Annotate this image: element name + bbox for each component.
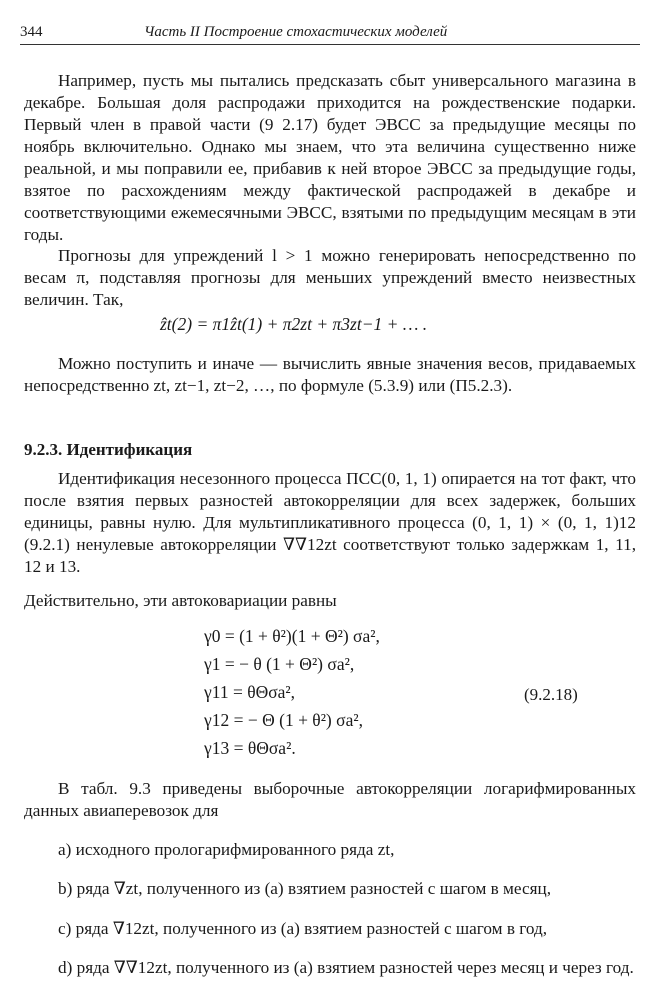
list-item: a) исходного прологарифмированного ряда zt, bbox=[58, 840, 395, 860]
running-title: Часть II Построение стохастических моделей bbox=[144, 24, 448, 40]
paragraph-1: Например, пусть мы пытались предсказать сбыт универсального магазина в декабре. Большая доля распродажи приходится на рождественские подарки. Первый член в правой части (9 2.17) будет ЭВСС за предыдущие месяцы по ноябрь включительно. Однако мы знаем, что эта величина существенно ниже реальной, и мы поправили ее, прибавив к ней второе ЭВСС за предыдущие годы, взятое по расхождениям между фактической распродажей в декабре и соответствующими ежемесячными ЭВСС, взятыми по предыдущим месяцам в эти годы. bbox=[24, 71, 636, 244]
paragraph-autocovariances bbox=[24, 590, 636, 612]
paragraph-example bbox=[24, 70, 636, 246]
equation-gamma13: γ13 = θΘσa². bbox=[204, 738, 296, 758]
paragraph-table bbox=[24, 778, 636, 822]
paragraph-4: Идентификация несезонного процесса ПСС(0, 1, 1) опирается на тот факт, что после взятия первых разностей автокорреляции для всех задержек, больших единицы, равны нулю. Для мультипликативного процесса (0, 1, 1) × (0, 1, 1)12 (9.2.1) ненулевые автокорреляции ∇∇12zt соответствуют только задержкам 1, 11, 12 и 13. bbox=[24, 469, 636, 576]
paragraph-6: В табл. 9.3 приведены выборочные автокорреляции логарифмированных данных авиаперевозок для bbox=[24, 779, 636, 820]
paragraph-alternative bbox=[24, 353, 636, 397]
series-list bbox=[24, 822, 636, 996]
paragraph-3: Можно поступить и иначе — вычислить явные значения весов, придаваемых непосредственно zt, zt−1, zt−2, …, по формуле (5.3.9) или (П5.2.3). bbox=[24, 354, 636, 395]
list-item: c) ряда ∇12zt, полученного из (a) взятием разностей с шагом в год, bbox=[58, 918, 548, 938]
formula-forecast: ẑt(2) = π1ẑt(1) + π2zt + π3zt−1 + … . bbox=[160, 314, 428, 334]
list-item: d) ряда ∇∇12zt, полученного из (a) взятием разностей через месяц и через год. bbox=[58, 957, 634, 977]
page-number: 344 bbox=[20, 24, 43, 40]
section-heading: 9.2.3. Идентификация bbox=[24, 440, 193, 459]
page-header bbox=[20, 24, 640, 45]
paragraph-forecasts bbox=[24, 245, 636, 311]
equation-gamma12: γ12 = − Θ (1 + θ²) σa², bbox=[204, 710, 363, 730]
equation-gamma0: γ0 = (1 + θ²)(1 + Θ²) σa², bbox=[204, 626, 380, 646]
paragraph-identification bbox=[24, 468, 636, 578]
equation-gamma11: γ11 = θΘσa², bbox=[204, 682, 296, 702]
equation-number: (9.2.18) bbox=[524, 685, 578, 704]
paragraph-5: Действительно, эти автоковариации равны bbox=[24, 591, 337, 610]
equation-block bbox=[204, 622, 380, 762]
list-item: b) ряда ∇zt, полученного из (a) взятием разностей с шагом в месяц, bbox=[58, 879, 551, 899]
equation-gamma1: γ1 = − θ (1 + Θ²) σa², bbox=[204, 654, 355, 674]
paragraph-2: Прогнозы для упреждений l > 1 можно генерировать непосредственно по весам π, подставляя прогнозы для меньших упреждений вместо неизвестных величин. Так, bbox=[24, 246, 636, 309]
